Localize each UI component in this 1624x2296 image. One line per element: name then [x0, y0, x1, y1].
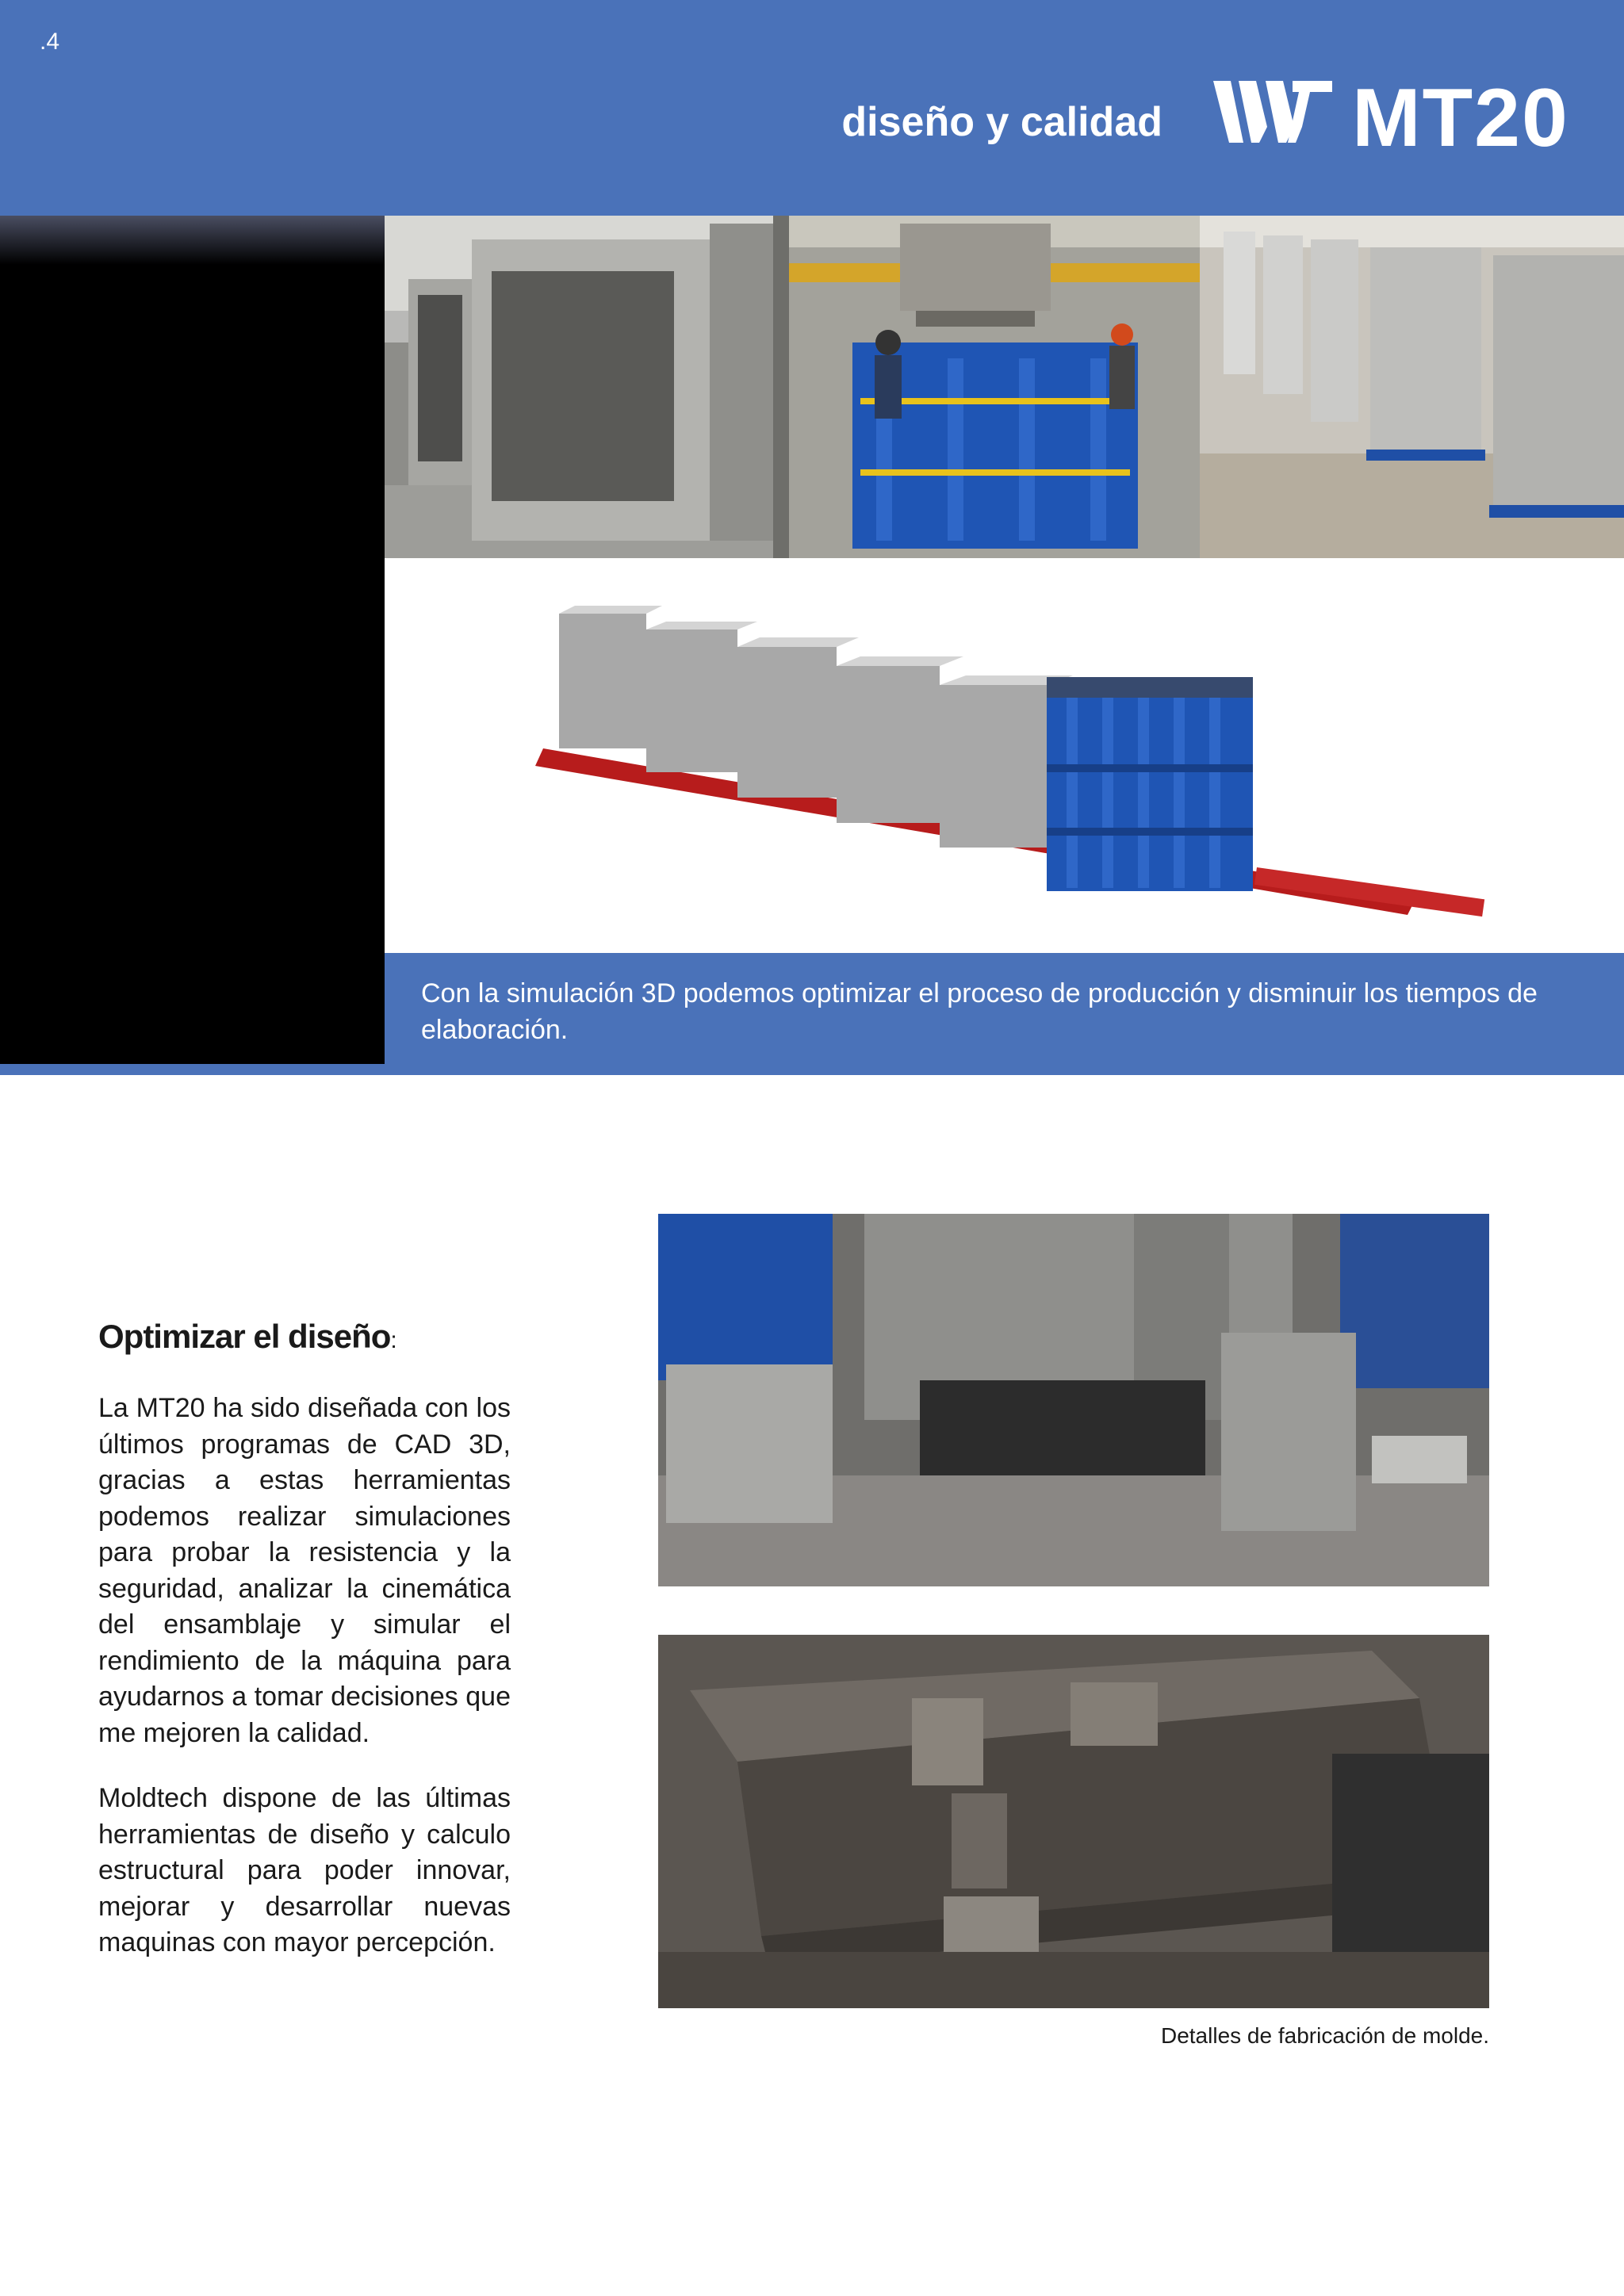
- photo-fabrication-welding: [658, 1635, 1489, 2008]
- heading-text: Optimizar el diseño: [98, 1318, 391, 1355]
- w-logo-icon: [1213, 81, 1332, 143]
- render-3d-mold-line: [385, 558, 1624, 953]
- simulation-caption: Con la simulación 3D podemos optimizar el proceso de producción y disminuir los tiempos de elaboración.: [421, 978, 1538, 1045]
- photo-crane-mold: [789, 216, 1200, 558]
- photo-mold-row: [1200, 216, 1624, 558]
- logo-wordmark: MT20: [1352, 72, 1569, 164]
- photo-fabrication-machining: [658, 1214, 1489, 1586]
- content-heading: [98, 1318, 397, 1356]
- fabrication-caption: Detalles de fabricación de molde.: [1160, 2023, 1489, 2048]
- side-panel-gradient: [0, 216, 385, 265]
- blue-divider-stripe: [0, 1064, 1624, 1075]
- section-title: diseño y calidad: [841, 99, 1162, 145]
- paragraph-cad-design: La MT20 ha sido diseñada con los últimos programas de CAD 3D, gracias a estas herramientas podemos realizar simulaciones para probar la resistencia y la seguridad, analizar la cinemática del ensamblaje y simular el rendimiento de la máquina para ayudarnos a tomar decisiones que me mejoren la calidad.: [98, 1393, 511, 1748]
- photo-concrete-culverts: [385, 216, 789, 558]
- page-number: .4: [40, 29, 60, 55]
- page-header: [0, 0, 1624, 216]
- caption-band: [385, 953, 1624, 1064]
- black-side-panel: [0, 216, 385, 1064]
- heading-colon: :: [390, 1327, 397, 1353]
- brand-logo: [1213, 72, 1586, 164]
- paragraph-moldtech-tools: Moldtech dispone de las últimas herramientas de diseño y calculo estructural para poder innovar, mejorar y desarrollar nuevas maquinas con mayor percepción.: [98, 1783, 511, 1957]
